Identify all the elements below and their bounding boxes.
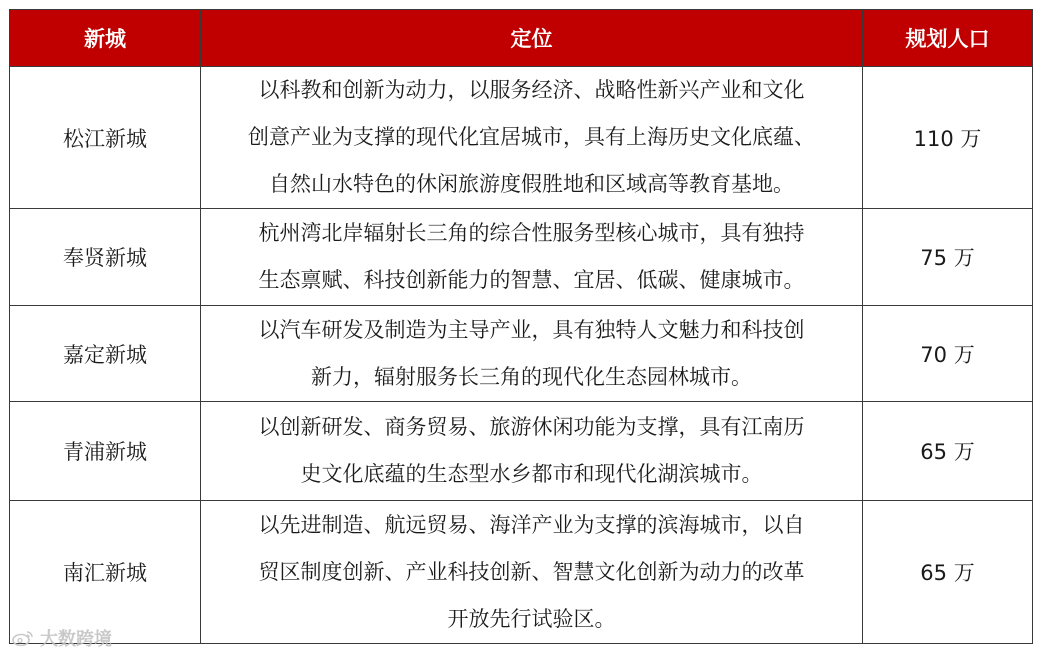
header-positioning: 定位 — [201, 10, 863, 67]
positioning-line: 创意产业为支撑的现代化宜居城市，具有上海历史文化底蕴、 — [248, 125, 815, 149]
positioning-line: 生态禀赋、科技创新能力的智慧、宜居、低碳、健康城市。 — [258, 268, 805, 292]
watermark-text: 大数跨境 — [40, 629, 112, 650]
positioning-cell — [201, 306, 863, 402]
positioning-line: 以先进制造、航远贸易、海洋产业为支撑的滨海城市，以自 — [258, 512, 805, 537]
positioning-line: 自然山水特色的休闲旅游度假胜地和区域高等教育基地。 — [269, 172, 794, 196]
population-cell: 75 万 — [863, 209, 1033, 306]
population-cell: 70 万 — [863, 306, 1033, 402]
positioning-line: 贸区制度创新、产业科技创新、智慧文化创新为动力的改革 — [258, 559, 805, 584]
positioning-cell — [201, 209, 863, 306]
positioning-line: 以汽车研发及制造为主导产业，具有独特人文魅力和科技创 — [258, 317, 805, 342]
table-row — [10, 501, 1033, 644]
population-cell: 65 万 — [863, 402, 1033, 501]
table-row — [10, 209, 1033, 306]
positioning-cell — [201, 67, 863, 209]
table-row — [10, 67, 1033, 209]
table-header-row — [10, 10, 1033, 67]
positioning-line: 新力，辐射服务长三角的现代化生态园林城市。 — [311, 364, 752, 389]
positioning-line: 以创新研发、商务贸易、旅游休闲功能为支撑，具有江南历 — [258, 415, 805, 439]
population-cell: 110 万 — [863, 67, 1033, 209]
positioning-cell — [201, 501, 863, 644]
positioning-cell — [201, 402, 863, 501]
city-name-cell: 松江新城 — [10, 67, 201, 209]
positioning-line: 杭州湾北岸辐射长三角的综合性服务型核心城市，具有独持 — [258, 221, 805, 245]
table-row — [10, 402, 1033, 501]
positioning-line: 史文化底蕴的生态型水乡都市和现代化湖滨城市。 — [300, 462, 763, 486]
city-name-cell: 青浦新城 — [10, 402, 201, 501]
positioning-line: 以科教和创新为动力，以服务经济、战略性新兴产业和文化 — [258, 78, 805, 102]
city-name-cell: 奉贤新城 — [10, 209, 201, 306]
table-row — [10, 306, 1033, 402]
header-city: 新城 — [10, 10, 201, 67]
positioning-line: 开放先行试验区。 — [447, 606, 616, 631]
city-name-cell: 嘉定新城 — [10, 306, 201, 402]
header-population: 规划人口 — [863, 10, 1033, 67]
source-watermark — [12, 625, 112, 651]
new-city-plan-table — [9, 9, 1033, 644]
weibo-icon — [12, 630, 34, 646]
city-name-cell: 南汇新城 — [10, 501, 201, 644]
population-cell: 65 万 — [863, 501, 1033, 644]
